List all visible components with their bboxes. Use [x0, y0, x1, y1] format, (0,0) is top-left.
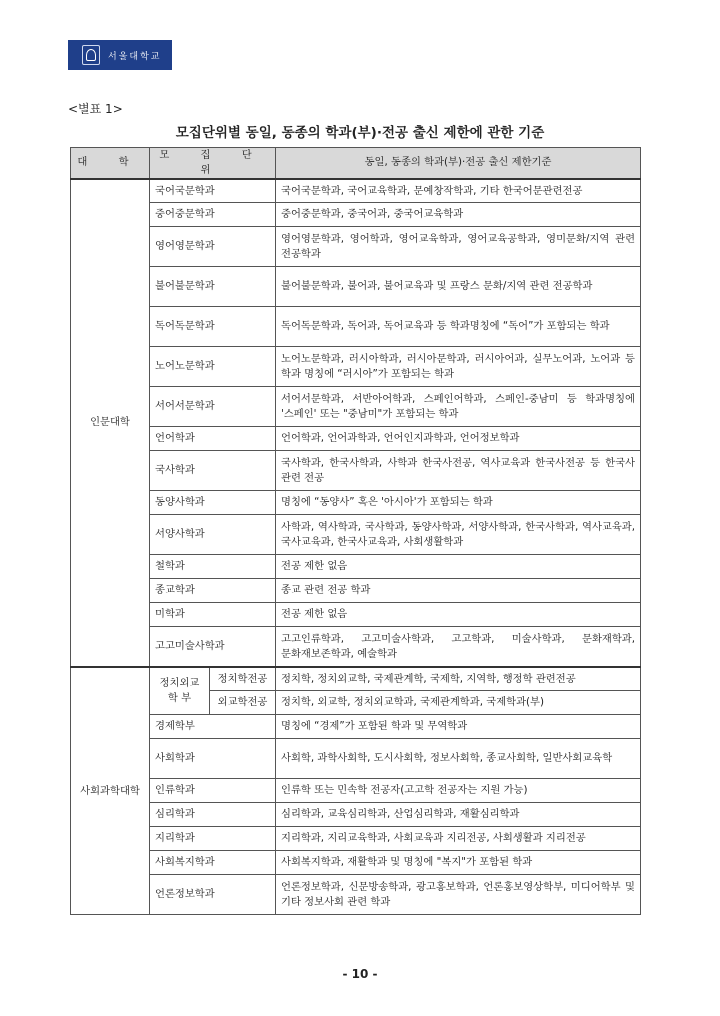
unit-line: 학 부: [167, 692, 192, 705]
criteria-cell: 인류학 또는 민속학 전공자(고고학 전공자는 지원 가능): [276, 779, 641, 803]
college-social-sciences: 사회과학대학: [71, 667, 150, 915]
unit-cell: 인류학과: [150, 779, 276, 803]
criteria-cell: 명칭에 “경제”가 포함된 학과 및 무역학과: [276, 715, 641, 739]
university-logo: [68, 40, 172, 70]
unit-cell: 사회복지학과: [150, 851, 276, 875]
unit-cell: 사회학과: [150, 739, 276, 779]
criteria-cell: 전공 제한 없음: [276, 603, 641, 627]
criteria-cell: 언론정보학과, 신문방송학과, 광고홍보학과, 언론홍보영상학부, 미디어학부 및 기타 정보사회 관련 학과: [276, 875, 641, 915]
unit-cell: 언론정보학과: [150, 875, 276, 915]
criteria-cell: 중어중문학과, 중국어과, 중국어교육학과: [276, 203, 641, 227]
document-title: 모집단위별 동일, 동종의 학과(부)·전공 출신 제한에 관한 기준: [175, 125, 545, 141]
col-college: 대 학: [71, 148, 150, 179]
unit-cell: 서어서문학과: [150, 387, 276, 427]
unit-cell: 언어학과: [150, 427, 276, 451]
sub-unit-cell: 정치학전공: [210, 667, 276, 691]
unit-line: 정치외교: [159, 677, 200, 690]
unit-cell: 국어국문학과: [150, 179, 276, 203]
unit-cell: 심리학과: [150, 803, 276, 827]
criteria-cell: 영어영문학과, 영어학과, 영어교육학과, 영어교육공학과, 영미문화/지역 관련 전공학과: [276, 227, 641, 267]
unit-cell: 국사학과: [150, 451, 276, 491]
unit-cell: 지리학과: [150, 827, 276, 851]
unit-cell: 경제학부: [150, 715, 276, 739]
criteria-cell: 언어학과, 언어과학과, 언어인지과학과, 언어정보학과: [276, 427, 641, 451]
unit-cell: 불어불문학과: [150, 267, 276, 307]
col-unit: 모 집 단 위: [150, 148, 276, 179]
criteria-cell: 국어국문학과, 국어교육학과, 문예창작학과, 기타 한국어문관련전공: [276, 179, 641, 203]
criteria-cell: 정치학, 외교학, 정치외교학과, 국제관계학과, 국제학과(부): [276, 691, 641, 715]
unit-cell: 독어독문학과: [150, 307, 276, 347]
sub-unit-cell: 외교학전공: [210, 691, 276, 715]
criteria-cell: 불어불문학과, 불어과, 불어교육과 및 프랑스 문화/지역 관련 전공학과: [276, 267, 641, 307]
unit-cell: 영어영문학과: [150, 227, 276, 267]
unit-cell: 서양사학과: [150, 515, 276, 555]
unit-cell: 고고미술사학과: [150, 627, 276, 667]
criteria-table: [70, 147, 641, 915]
college-humanities: 인문대학: [71, 179, 150, 667]
criteria-cell: 정치학, 정치외교학, 국제관계학, 국제학, 지역학, 행정학 관련전공: [276, 667, 641, 691]
criteria-cell: 국사학과, 한국사학과, 사학과 한국사전공, 역사교육과 한국사전공 등 한국사 관련 전공: [276, 451, 641, 491]
criteria-cell: 서어서문학과, 서반아어학과, 스페인어학과, 스페인-중남미 등 학과명칭에 '스페인' 또는 "중남미"가 포함되는 학과: [276, 387, 641, 427]
unit-cell: 종교학과: [150, 579, 276, 603]
unit-cell: 동양사학과: [150, 491, 276, 515]
unit-cell: 철학과: [150, 555, 276, 579]
criteria-cell: 종교 관련 전공 학과: [276, 579, 641, 603]
criteria-cell: 사학과, 역사학과, 국사학과, 동양사학과, 서양사학과, 한국사학과, 역사교육과, 국사교육과, 한국사교육과, 사회생활학과: [276, 515, 641, 555]
criteria-cell: 노어노문학과, 러시아학과, 러시아문학과, 러시아어과, 실무노어과, 노어과 등 학과 명칭에 “러시아”가 포함되는 학과: [276, 347, 641, 387]
emblem-icon: [82, 45, 100, 65]
criteria-cell: 독어독문학과, 독어과, 독어교육과 등 학과명칭에 “독어”가 포함되는 학과: [276, 307, 641, 347]
criteria-cell: 지리학과, 지리교육학과, 사회교육과 지리전공, 사회생활과 지리전공: [276, 827, 641, 851]
criteria-cell: 사회복지학과, 재활학과 및 명칭에 "복지"가 포함된 학과: [276, 851, 641, 875]
unit-cell: 중어중문학과: [150, 203, 276, 227]
criteria-cell: 고고인류학과, 고고미술사학과, 고고학과, 미술사학과, 문화재학과, 문화재보존학과, 예술학과: [276, 627, 641, 667]
criteria-cell: 전공 제한 없음: [276, 555, 641, 579]
criteria-cell: 사회학, 과학사회학, 도시사회학, 정보사회학, 종교사회학, 일반사회교육학: [276, 739, 641, 779]
unit-cell: 미학과: [150, 603, 276, 627]
logo-text: 서울대학교: [108, 51, 162, 62]
table-tag: <별표 1>: [68, 102, 123, 116]
criteria-cell: 심리학과, 교육심리학과, 산업심리학과, 재활심리학과: [276, 803, 641, 827]
criteria-cell: 명칭에 “동양사” 혹은 '아시아'가 포함되는 학과: [276, 491, 641, 515]
unit-cell: 노어노문학과: [150, 347, 276, 387]
col-criteria: 동일, 동종의 학과(부)·전공 출신 제한기준: [276, 148, 641, 179]
page-number: - 10 -: [342, 967, 378, 981]
unit-political-department: [150, 667, 210, 715]
